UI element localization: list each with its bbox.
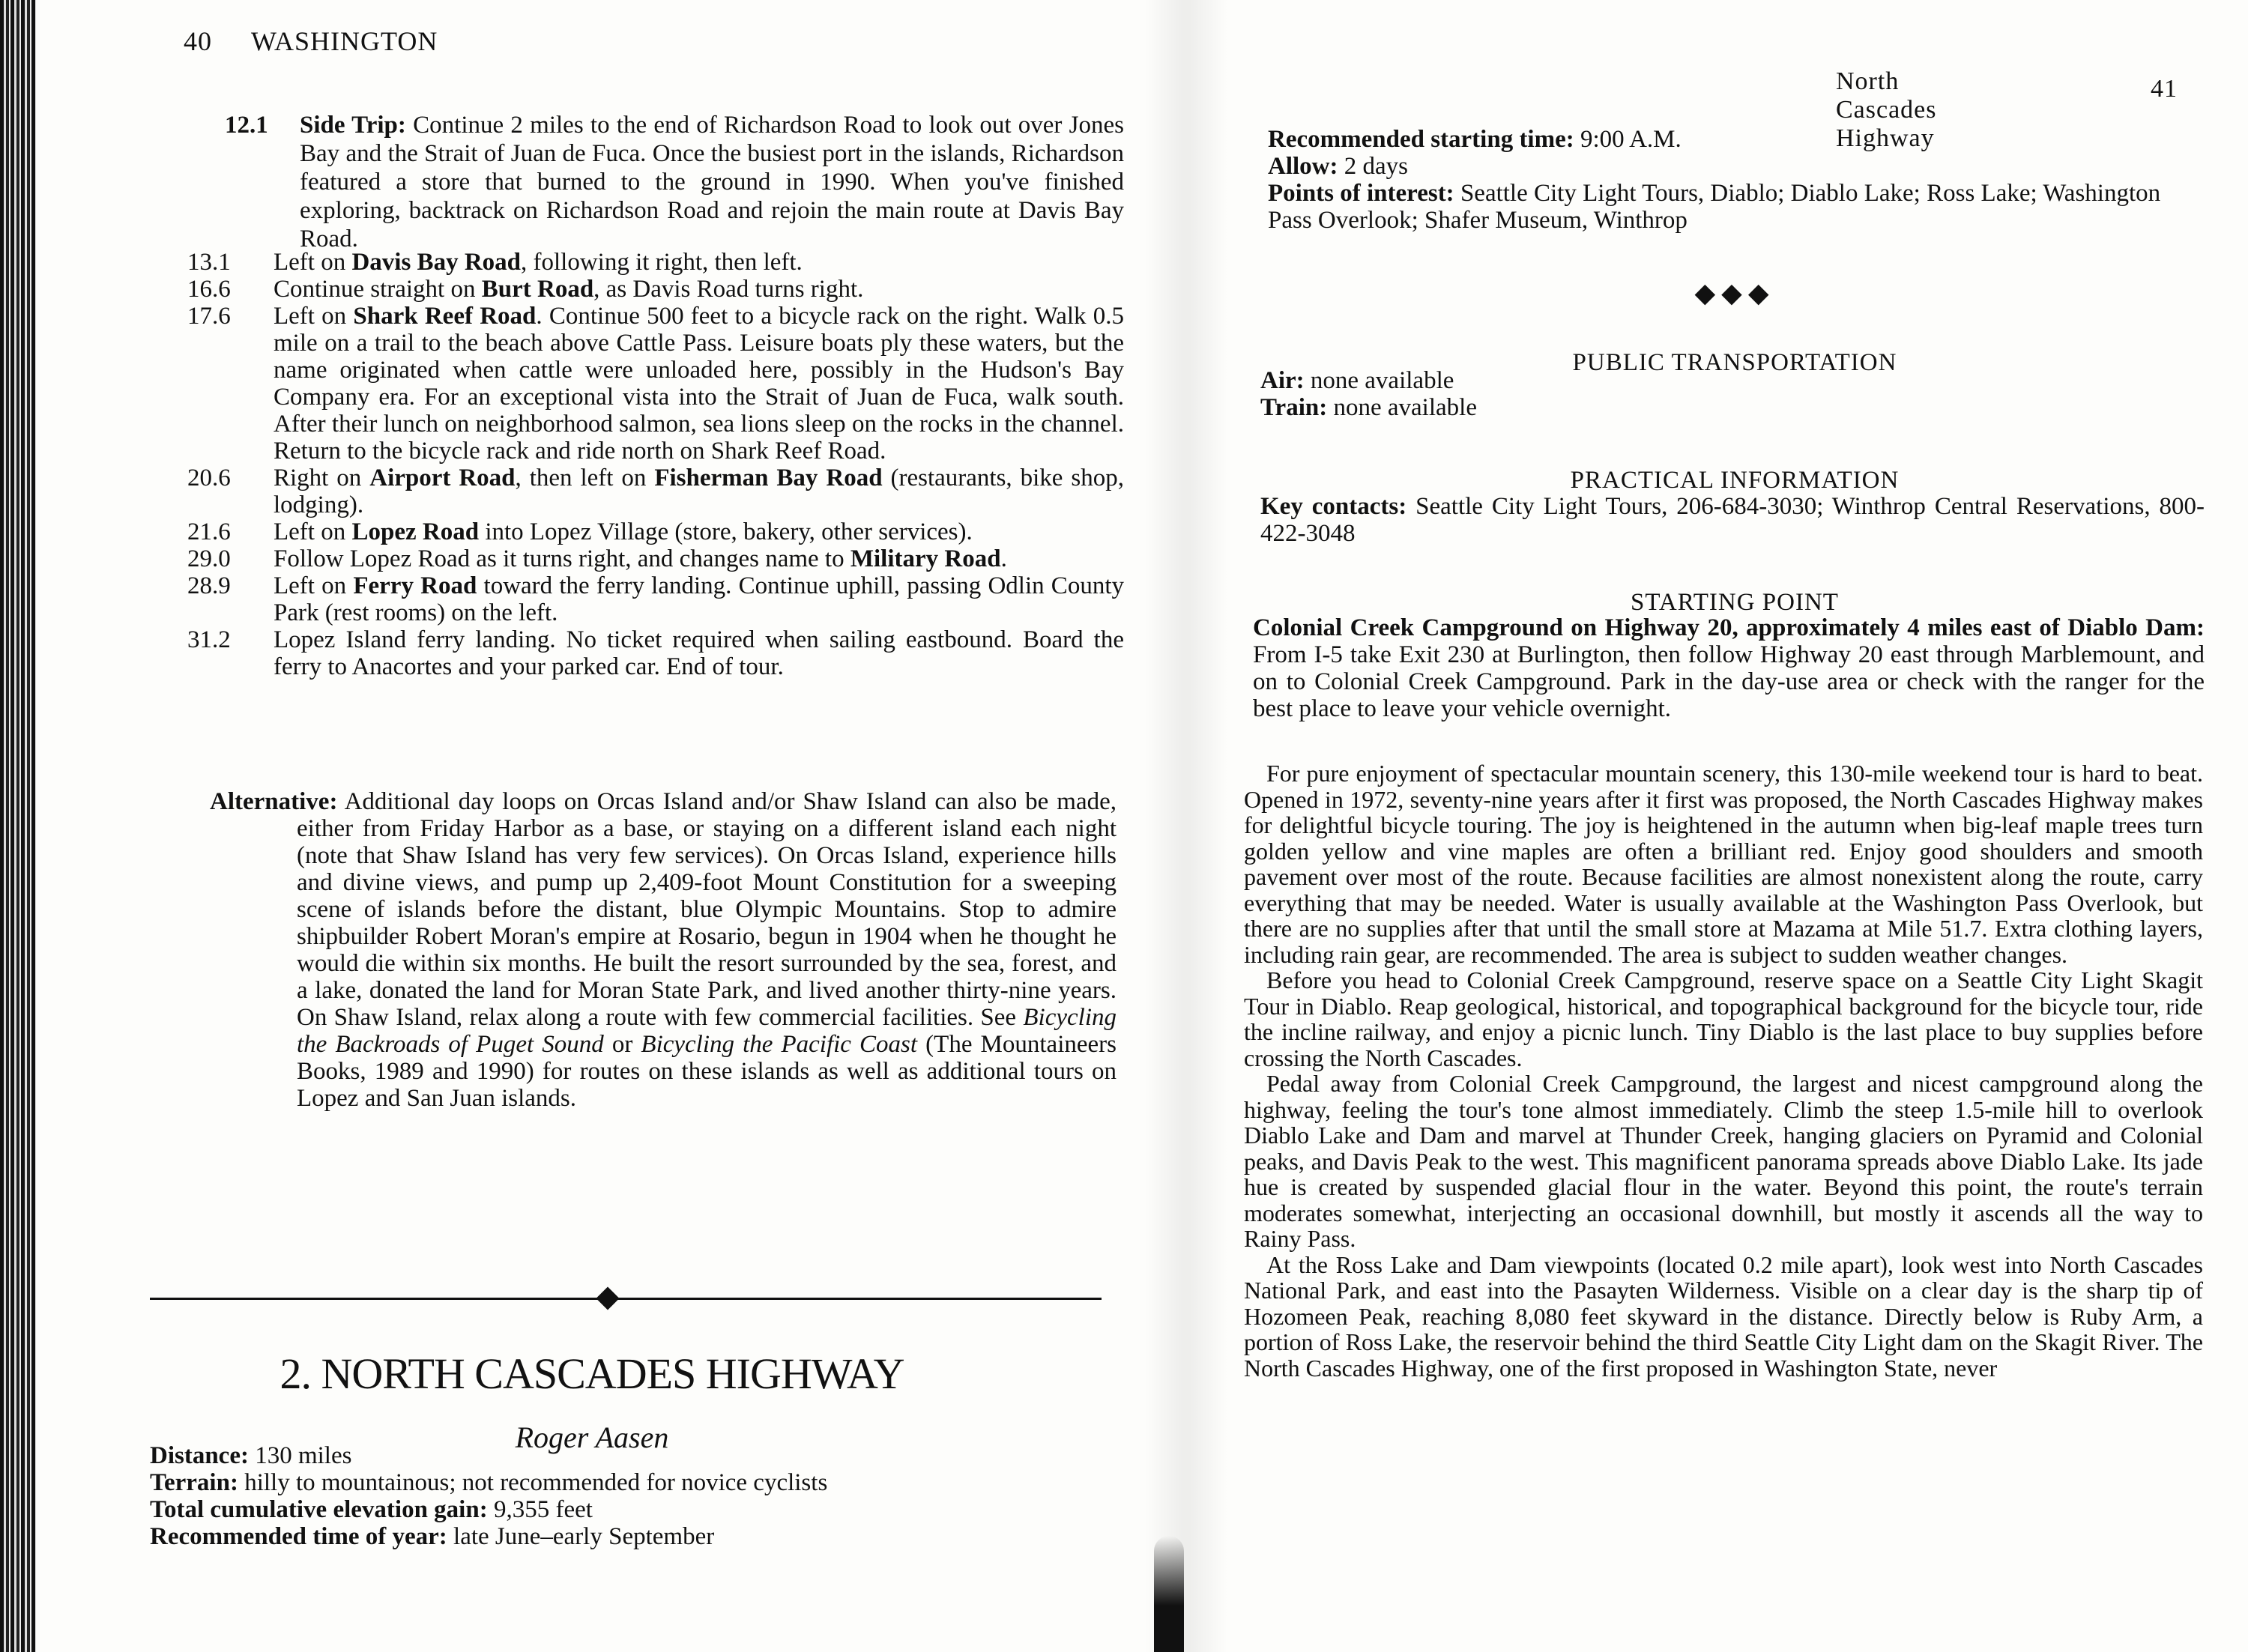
fact-label: Key contacts: <box>1260 493 1407 520</box>
fact-value: Seattle City Light Tours, 206-684-3030; Winthrop Central Reservations, 800-422-3048 <box>1260 493 2205 547</box>
body-text <box>1244 760 2203 1381</box>
alternative-text: or <box>603 1031 641 1058</box>
fact-value: 130 miles <box>248 1442 352 1469</box>
fact-label: Recommended time of year: <box>150 1523 447 1550</box>
route-step <box>187 465 1124 518</box>
fact-value: late June–early September <box>447 1523 715 1550</box>
book-title: Bicycling the Pacific Coast <box>641 1031 918 1058</box>
alternative <box>210 788 1117 1112</box>
paragraph: For pure enjoyment of spectacular mountain scenery, this 130-mile weekend tour is hard to beat. Opened in 1972, seventy-nine years after it first was proposed, the North Cascades Highway makes for delightful bicycle touring. The joy is heightened in the autumn when big-leaf maple trees turn golden yellow and vine maples are often a brilliant red. Enjoy good shoulders and smooth pavement over most of the route. Because facilities are almost nonexistent along the route, carry everything that may be needed. Water is usually available at the Washington Pass Overlook, but there are no supplies after that until the small store at Mazama at Mile 51.7. Extra clothing layers, including rain gear, are recommended. The area is subject to sudden weather changes. <box>1244 760 2203 968</box>
step-mile: 28.9 <box>187 572 231 599</box>
fact-value: Seattle City Light Tours, Diablo; Diablo Lake; Ross Lake; Washington Pass Overlook; Shafer Museum, Winthrop <box>1268 180 2161 234</box>
running-head: WASHINGTON <box>251 26 438 56</box>
section-heading: PUBLIC TRANSPORTATION <box>1572 349 1897 376</box>
step-text: Follow Lopez Road as it turns right, and changes name to <box>274 545 850 572</box>
step-mile: 29.0 <box>187 545 231 572</box>
fact-line <box>1268 180 2205 234</box>
step-text: Continue straight on <box>274 276 482 303</box>
step-text: (restaurants, bike shop, lodging). <box>274 465 1124 518</box>
page-number: 40 <box>184 26 212 56</box>
chapter-title: 2. NORTH CASCADES HIGHWAY <box>280 1349 904 1398</box>
fact-line <box>150 1523 1139 1550</box>
key-contacts <box>1260 493 2205 547</box>
step-mile: 20.6 <box>187 465 231 491</box>
step-road: Lopez Road <box>351 518 480 545</box>
route-step <box>187 626 1124 680</box>
book-title: Bicycling the Backroads of Puget Sound <box>297 1004 1117 1058</box>
step-text: , then left on <box>515 465 655 491</box>
step-text: toward the ferry landing. Continue uphill, passing Odlin County Park (rest rooms) on the left. <box>274 572 1124 626</box>
step-text: . Continue 500 feet to a bicycle rack on the right. Walk 0.5 mile on a trail to the beach above Cattle Pass. Leisure boats ply these waters, but the name originated when cattle were unloaded here, possibly in the Hudson's Bay Company era. For an exceptional vista into the Strait of Juan de Fuca, walk south. After their lunch on neighborhood salmon, sea lions sleep on the rocks in the channel. Return to the bicycle rack and ride north on Shark Reef Road. <box>274 303 1124 465</box>
fact-line <box>150 1496 1139 1523</box>
fact-value: none available <box>1327 394 1477 421</box>
gutter-shadow <box>1154 1536 1184 1652</box>
fact-label: Allow: <box>1268 153 1338 180</box>
step-road: Shark Reef Road <box>353 303 537 330</box>
tour-facts-continued <box>1268 126 2205 234</box>
fact-value: 9,355 feet <box>487 1496 593 1523</box>
tour-facts <box>150 1442 1139 1550</box>
step-road: Ferry Road <box>353 572 477 599</box>
fact-value: 2 days <box>1338 153 1408 180</box>
fact-value: From I-5 take Exit 230 at Burlington, then follow Highway 20 east through Marblemount, and on to Colonial Creek Campground. Park in the day-use area or check with the ranger for the best place to leave your vehicle overnight. <box>1253 641 2205 722</box>
fact-label: Train: <box>1260 394 1328 421</box>
route-step <box>187 249 1124 276</box>
paragraph: Pedal away from Colonial Creek Campground, the largest and nicest campground along the highway, feeling the tour's tone almost immediately. Climb the steep 1.5-mile hill to overlook Diablo Lake and Dam and marvel at Thunder Creek, hanging glaciers on Pyramid and Colonial peaks, and Davis Peak to the west. This magnificent panorama spreads above Diablo Lake. Its jade hue is created by suspended glacial flour in the water. Beyond this point, the route's terrain moderates somewhat, interjecting an occasional downhill, but mostly it ascends all the way to Rainy Pass. <box>1244 1070 2203 1252</box>
section-heading: PRACTICAL INFORMATION <box>1570 467 1900 494</box>
chapter-author: Roger Aasen <box>515 1420 669 1454</box>
diamond-ornament <box>596 1286 619 1310</box>
step-road: Davis Bay Road <box>351 249 522 276</box>
step-text: Left on <box>274 303 354 330</box>
step-text: Left on <box>274 518 352 545</box>
route-steps <box>187 249 1124 680</box>
step-mile: 16.6 <box>187 276 231 303</box>
fact-line <box>1268 153 2205 180</box>
fact-label: Total cumulative elevation gain: <box>150 1496 488 1523</box>
step-mile: 13.1 <box>187 249 231 276</box>
alternative-label: Alternative: <box>210 788 338 815</box>
book-gutter <box>1145 0 1227 1652</box>
fact-label: Distance: <box>150 1442 249 1469</box>
step-road: Burt Road <box>481 276 594 303</box>
step-text: into Lopez Village (store, bakery, other services). <box>479 518 973 545</box>
starting-point <box>1253 614 2205 722</box>
step-text: Left on <box>274 249 352 276</box>
step-text: . <box>1000 545 1007 572</box>
left-page <box>45 0 1139 1652</box>
book-binding-edge <box>0 0 36 1652</box>
right-page <box>1221 0 2248 1652</box>
fact-label: Points of interest: <box>1268 180 1454 207</box>
step-road: Fisherman Bay Road <box>654 465 883 491</box>
step-text: Left on <box>274 572 354 599</box>
public-transportation-list <box>1260 367 1710 421</box>
step-text: Right on <box>274 465 370 491</box>
fact-label: Recommended starting time: <box>1268 126 1574 153</box>
fact-label: Air: <box>1260 367 1305 394</box>
fact-value: hilly to mountainous; not recommended for novice cyclists <box>238 1469 828 1496</box>
alternative-text: Additional day loops on Orcas Island and/or Shaw Island can also be made, either from Friday Harbor as a base, or staying on a different island each night (note that Shaw Island has very few services). On Orcas Island, experience hills and divine views, and pump up 2,409-foot Mount Constitution for a sweeping scene of islands before the distant, blue Olympic Mountains. Stop to admire shipbuilder Robert Moran's empire at Rosario, begun in 1904 when he thought he would die within six months. He built the resort surrounded by the sea, forest, and a lake, donated the land for Moran State Park, and lived another thirty-nine years. On Shaw Island, relax along a route with few commercial facilities. See <box>297 788 1117 1031</box>
step-road: Military Road <box>850 545 1001 572</box>
step-mile: 31.2 <box>187 626 231 653</box>
running-head: North Cascades Highway <box>1836 67 1937 152</box>
route-step <box>187 545 1124 572</box>
fact-line <box>150 1442 1139 1469</box>
fact-line <box>1268 126 2205 153</box>
route-step <box>187 303 1124 465</box>
step-text: , as Davis Road turns right. <box>593 276 864 303</box>
fact-line <box>1260 367 1710 394</box>
route-step <box>187 518 1124 545</box>
diamond-divider: ◆◆◆ <box>1694 278 1775 308</box>
section-rule <box>150 1298 1102 1300</box>
side-trip-label: Side Trip: <box>300 112 406 139</box>
side-trip <box>225 111 1124 253</box>
route-step <box>187 276 1124 303</box>
fact-value: 9:00 A.M. <box>1574 126 1682 153</box>
fact-line <box>150 1469 1139 1496</box>
step-road: Airport Road <box>369 465 516 491</box>
fact-line <box>1260 394 1710 421</box>
step-mile: 21.6 <box>187 518 231 545</box>
fact-value: none available <box>1304 367 1454 394</box>
step-text: , following it right, then left. <box>521 249 803 276</box>
route-step <box>187 572 1124 626</box>
fact-label: Terrain: <box>150 1469 238 1496</box>
step-mile: 17.6 <box>187 303 231 330</box>
page-number: 41 <box>2151 75 2178 103</box>
paragraph: At the Ross Lake and Dam viewpoints (located 0.2 mile apart), look west into North Cascades National Park, and east into the Pasayten Wilderness. Visible on a clear day is the sharp tip of Hozomeen Peak, reaching 8,080 feet skyward in the distance. Directly below is Ruby Arm, a portion of Ross Lake, the reservoir behind the third Seattle City Light dam on the Skagit River. The North Cascades Highway, one of the first proposed in Washington State, never <box>1244 1250 2203 1382</box>
section-heading: STARTING POINT <box>1631 589 1839 616</box>
step-text: Lopez Island ferry landing. No ticket required when sailing eastbound. Board the ferry to Anacortes and your parked car. End of tour. <box>274 626 1124 680</box>
fact-label: Colonial Creek Campground on Highway 20, approximately 4 miles east of Diablo Dam: <box>1253 614 2205 641</box>
paragraph: Before you head to Colonial Creek Campground, reserve space on a Seattle City Light Skagit Tour in Diablo. Reap geological, historical, and topographical background for the bicycle tour, ride the incline railway, and enjoy a picnic lunch. Tiny Diablo is the last place to buy supplies before crossing the North Cascades. <box>1244 966 2203 1071</box>
alternative-text: (The Mountaineers Books, 1989 and 1990) for routes on these islands as well as additional tours on Lopez and San Juan islands. <box>297 1031 1117 1112</box>
side-trip-mile: 12.1 <box>225 112 268 139</box>
side-trip-text: Continue 2 miles to the end of Richardson Road to look out over Jones Bay and the Strait of Juan de Fuca. Once the busiest port in the islands, Richardson featured a store that burned to the ground in 1990. When you've finished exploring, backtrack on Richardson Road and rejoin the main route at Davis Bay Road. <box>300 112 1125 252</box>
